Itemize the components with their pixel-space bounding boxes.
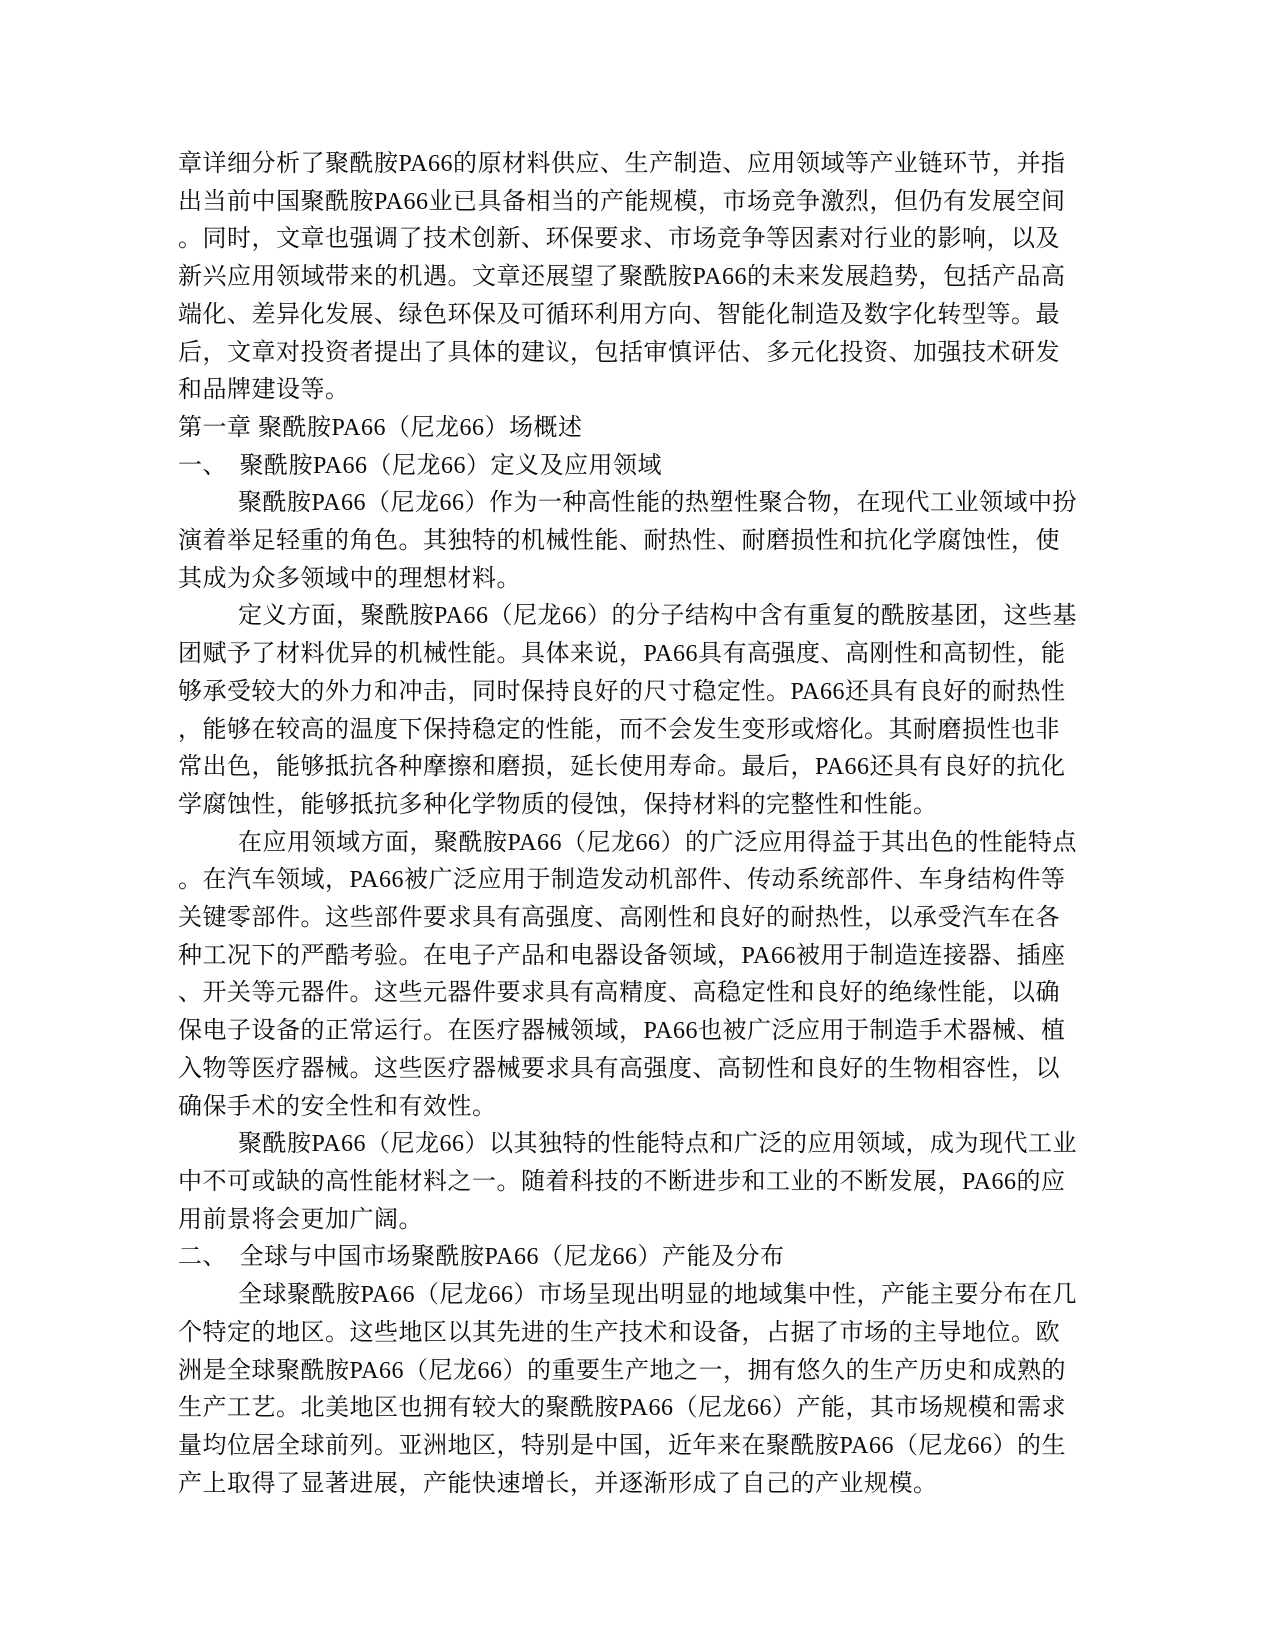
text-line: 产上取得了显著进展，产能快速增长，并逐渐形成了自己的产业规模。 <box>178 1470 938 1497</box>
text-line: 个特定的地区。这些地区以其先进的生产技术和设备，占据了市场的主导地位。欧 <box>178 1319 1060 1346</box>
text-line: 和品牌建设等。 <box>178 377 350 404</box>
text-line: 。同时，文章也强调了技术创新、环保要求、市场竞争等因素对行业的影响，以及 <box>178 226 1060 253</box>
text-line: 演着举足轻重的角色。其独特的机械性能、耐热性、耐磨损性和抗化学腐蚀性，使 <box>178 528 1060 555</box>
text-line: 定义方面，聚酰胺PA66（尼龙66）的分子结构中含有重复的酰胺基团，这些基 <box>238 603 1077 630</box>
text-line: 后，文章对投资者提出了具体的建议，包括审慎评估、多元化投资、加强技术研发 <box>178 339 1060 366</box>
text-line: 新兴应用领域带来的机遇。文章还展望了聚酰胺PA66的未来发展趋势，包括产品高 <box>178 264 1066 291</box>
text-line: 出当前中国聚酰胺PA66业已具备相当的产能规模，市场竞争激烈，但仍有发展空间 <box>178 188 1066 215</box>
text-line: 关键零部件。这些部件要求具有高强度、高刚性和良好的耐热性，以承受汽车在各 <box>178 905 1060 932</box>
text-line: 保电子设备的正常运行。在医疗器械领域，PA66也被广泛应用于制造手术器械、植 <box>178 1018 1066 1045</box>
text-line: 确保手术的安全性和有效性。 <box>178 1093 497 1120</box>
text-line: 端化、差异化发展、绿色环保及可循环利用方向、智能化制造及数字化转型等。最 <box>178 301 1060 328</box>
text-line: 章详细分析了聚酰胺PA66的原材料供应、生产制造、应用领域等产业链环节，并指 <box>178 151 1066 177</box>
text-line: 洲是全球聚酰胺PA66（尼龙66）的重要生产地之一，拥有悠久的生产历史和成熟的 <box>178 1357 1066 1384</box>
text-line: 生产工艺。北美地区也拥有较大的聚酰胺PA66（尼龙66）产能，其市场规模和需求 <box>178 1395 1066 1422</box>
text-line: 学腐蚀性，能够抵抗多种化学物质的侵蚀，保持材料的完整性和性能。 <box>178 791 938 818</box>
text-line: 。在汽车领域，PA66被广泛应用于制造发动机部件、传动系统部件、车身结构件等 <box>178 867 1066 894</box>
text-line: ，能够在较高的温度下保持稳定的性能，而不会发生变形或熔化。其耐磨损性也非 <box>178 716 1060 743</box>
text-line: 第一章 聚酰胺PA66（尼龙66）场概述 <box>178 414 583 441</box>
text-line: 用前景将会更加广阔。 <box>178 1206 423 1233</box>
text-line: 一、 聚酰胺PA66（尼龙66）定义及应用领域 <box>178 452 662 479</box>
text-line: 种工况下的严酷考验。在电子产品和电器设备领域，PA66被用于制造连接器、插座 <box>178 942 1066 969</box>
text-line: 其成为众多领域中的理想材料。 <box>178 565 521 592</box>
text-line: 聚酰胺PA66（尼龙66）作为一种高性能的热塑性聚合物，在现代工业领域中扮 <box>238 490 1077 517</box>
text-line: 入物等医疗器械。这些医疗器械要求具有高强度、高韧性和良好的生物相容性，以 <box>178 1055 1060 1082</box>
text-line: 中不可或缺的高性能材料之一。随着科技的不断进步和工业的不断发展，PA66的应 <box>178 1168 1066 1195</box>
text-line: 全球聚酰胺PA66（尼龙66）市场呈现出明显的地域集中性，产能主要分布在几 <box>238 1282 1077 1309</box>
document-text-block <box>178 146 1077 1503</box>
text-line: 聚酰胺PA66（尼龙66）以其独特的性能特点和广泛的应用领域，成为现代工业 <box>238 1131 1077 1158</box>
text-line: 在应用领域方面，聚酰胺PA66（尼龙66）的广泛应用得益于其出色的性能特点 <box>238 829 1077 856</box>
text-line: 常出色，能够抵抗各种摩擦和磨损，延长使用寿命。最后，PA66还具有良好的抗化 <box>178 754 1066 781</box>
text-line: 二、 全球与中国市场聚酰胺PA66（尼龙66）产能及分布 <box>178 1244 785 1271</box>
text-line: 量均位居全球前列。亚洲地区，特别是中国，近年来在聚酰胺PA66（尼龙66）的生 <box>178 1432 1066 1459</box>
text-line: 、开关等元器件。这些元器件要求具有高精度、高稳定性和良好的绝缘性能，以确 <box>178 980 1060 1007</box>
text-line: 团赋予了材料优异的机械性能。具体来说，PA66具有高强度、高刚性和高韧性，能 <box>178 641 1066 668</box>
text-line: 够承受较大的外力和冲击，同时保持良好的尺寸稳定性。PA66还具有良好的耐热性 <box>178 678 1066 705</box>
